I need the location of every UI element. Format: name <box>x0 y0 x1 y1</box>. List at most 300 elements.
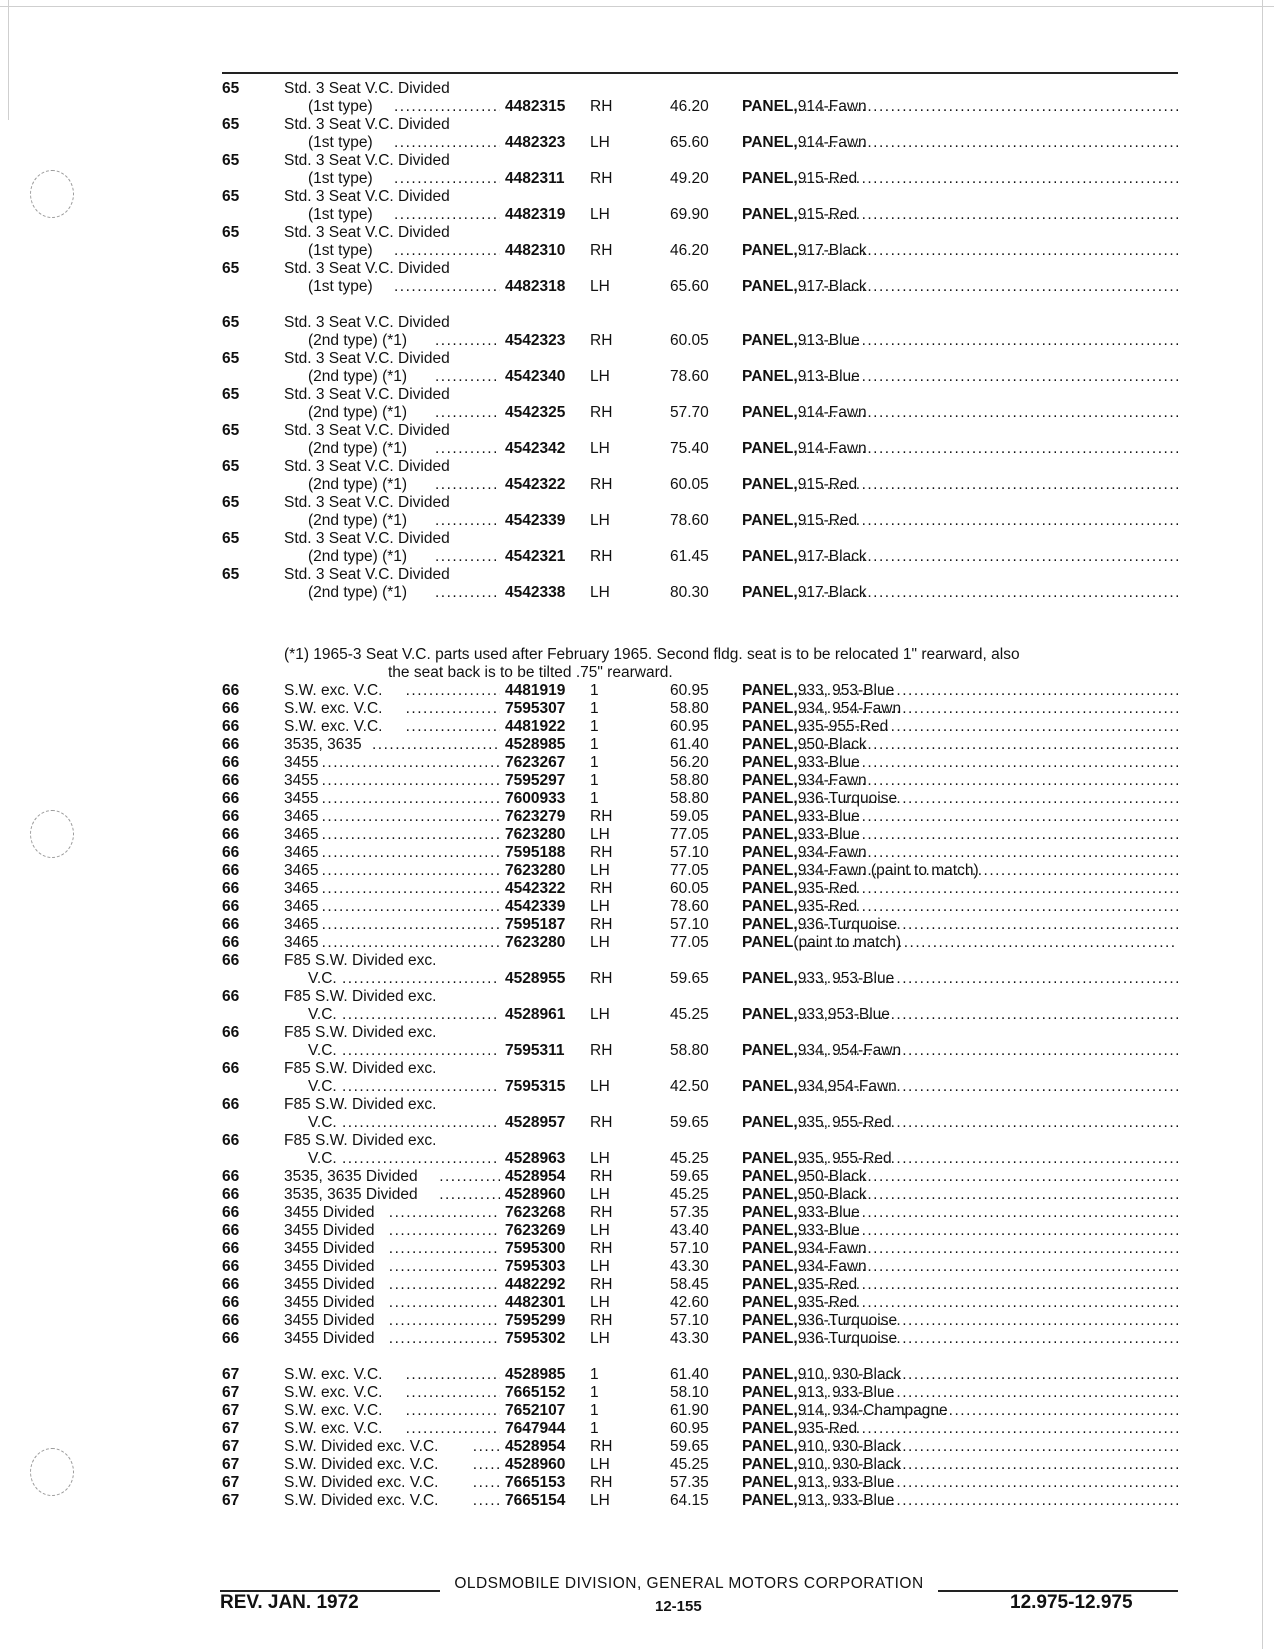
part-description-continued: (2nd type) (*1) <box>308 368 408 385</box>
part-row <box>222 368 1178 386</box>
part-name <box>742 1168 1178 1186</box>
part-color-code: (paint to match) <box>793 934 902 951</box>
part-description: S.W. Divided exc. V.C. <box>284 1456 439 1473</box>
part-name <box>742 1474 1178 1492</box>
leader-dots <box>372 736 500 754</box>
figure-number: 65 <box>222 314 240 331</box>
part-color-code: 910, 930-Black <box>797 1456 902 1473</box>
part-number: 4542325 <box>505 404 566 421</box>
price: 58.45 <box>670 1276 709 1293</box>
leader-dots <box>798 844 1178 862</box>
leader-dots <box>322 826 500 844</box>
figure-number: 66 <box>222 826 240 843</box>
quantity-or-side: RH <box>590 970 613 987</box>
part-number: 4481919 <box>505 682 566 699</box>
leader-dots <box>798 242 1178 260</box>
leader-dots <box>798 1042 1178 1060</box>
quantity-or-side: RH <box>590 880 613 897</box>
part-description: Std. 3 Seat V.C. Divided <box>284 314 450 331</box>
part-row <box>222 512 1178 530</box>
leader-dots <box>798 1240 1178 1258</box>
part-name-label: PANEL, <box>742 790 798 807</box>
quantity-or-side: LH <box>590 206 610 223</box>
part-description: Std. 3 Seat V.C. Divided <box>284 152 450 169</box>
part-row <box>222 1006 1178 1024</box>
part-number: 7623267 <box>505 754 566 771</box>
part-row <box>222 718 1178 736</box>
part-row <box>222 700 1178 718</box>
part-description: 3455 <box>284 754 319 771</box>
part-name <box>742 1258 1178 1276</box>
part-row <box>222 754 1178 772</box>
part-description-continued: V.C. <box>308 1006 337 1023</box>
leader-dots <box>798 682 1178 700</box>
leader-dots <box>406 682 500 700</box>
price: 80.30 <box>670 584 709 601</box>
part-color-code: 950-Black <box>797 1186 867 1203</box>
part-number: 7623280 <box>505 934 566 951</box>
part-description: S.W. exc. V.C. <box>284 1402 383 1419</box>
part-row <box>222 584 1178 602</box>
part-color-code: 933, 953-Blue <box>797 970 895 987</box>
part-row <box>222 1312 1178 1330</box>
price: 60.95 <box>670 682 709 699</box>
part-name <box>742 242 1178 260</box>
part-name-label: PANEL, <box>742 916 798 933</box>
punch-hole-bottom <box>30 1448 74 1496</box>
part-color-code: 934, 954-Fawn <box>797 700 902 717</box>
figure-number: 65 <box>222 386 240 403</box>
part-row <box>222 862 1178 880</box>
part-name-label: PANEL, <box>742 170 798 187</box>
part-row <box>222 566 1178 584</box>
part-description: S.W. Divided exc. V.C. <box>284 1474 439 1491</box>
part-name-label: PANEL, <box>742 1384 798 1401</box>
price: 58.80 <box>670 1042 709 1059</box>
quantity-or-side: RH <box>590 1240 613 1257</box>
part-color-code: 913, 933-Blue <box>797 1384 895 1401</box>
leader-dots <box>322 754 500 772</box>
figure-number: 67 <box>222 1402 240 1419</box>
punch-hole-top <box>30 170 74 218</box>
price: 59.05 <box>670 808 709 825</box>
page-right-edge <box>1262 0 1263 1649</box>
figure-number: 66 <box>222 772 240 789</box>
part-description: Std. 3 Seat V.C. Divided <box>284 566 450 583</box>
price: 60.05 <box>670 476 709 493</box>
part-name <box>742 584 1178 602</box>
part-color-code: 934-Fawn <box>797 1258 867 1275</box>
part-row <box>222 260 1178 278</box>
part-number: 4542322 <box>505 880 566 897</box>
quantity-or-side: LH <box>590 134 610 151</box>
part-description: 3455 Divided <box>284 1240 375 1257</box>
leader-dots <box>322 898 500 916</box>
leader-dots <box>798 1078 1178 1096</box>
leader-dots <box>798 1222 1178 1240</box>
part-name <box>742 934 1178 952</box>
part-description: F85 S.W. Divided exc. <box>284 1060 437 1077</box>
part-color-code: 934,954-Fawn <box>797 1078 897 1095</box>
part-row <box>222 188 1178 206</box>
part-description: 3455 Divided <box>284 1222 375 1239</box>
quantity-or-side: LH <box>590 934 610 951</box>
part-row <box>222 952 1178 970</box>
quantity-or-side: LH <box>590 1006 610 1023</box>
part-name <box>742 1492 1178 1510</box>
part-row <box>222 116 1178 134</box>
part-name-label: PANEL, <box>742 1258 798 1275</box>
part-description: 3465 <box>284 808 319 825</box>
part-number: 7595303 <box>505 1258 566 1275</box>
leader-dots <box>342 970 500 988</box>
figure-number: 66 <box>222 1186 240 1203</box>
part-number: 4482318 <box>505 278 566 295</box>
part-name <box>742 1222 1178 1240</box>
part-name <box>742 1042 1178 1060</box>
part-description: 3465 <box>284 862 319 879</box>
part-color-code: 935-Red <box>797 880 858 897</box>
leader-dots <box>798 790 1178 808</box>
part-row <box>222 1150 1178 1168</box>
part-number: 7623268 <box>505 1204 566 1221</box>
quantity-or-side: RH <box>590 1312 613 1329</box>
part-description-continued: (2nd type) (*1) <box>308 548 408 565</box>
price: 61.40 <box>670 1366 709 1383</box>
price: 42.60 <box>670 1294 709 1311</box>
part-name <box>742 206 1178 224</box>
part-name-label: PANEL, <box>742 1492 798 1509</box>
figure-number: 66 <box>222 718 240 735</box>
quantity-or-side: RH <box>590 1042 613 1059</box>
figure-number: 67 <box>222 1474 240 1491</box>
price: 78.60 <box>670 898 709 915</box>
part-name <box>742 790 1178 808</box>
part-row <box>222 1402 1178 1420</box>
part-description: F85 S.W. Divided exc. <box>284 1024 437 1041</box>
leader-dots <box>322 934 500 952</box>
figure-number: 67 <box>222 1384 240 1401</box>
price: 57.70 <box>670 404 709 421</box>
part-row <box>222 1114 1178 1132</box>
part-color-code: 933-Blue <box>797 1204 860 1221</box>
part-description: S.W. exc. V.C. <box>284 718 383 735</box>
part-name <box>742 1114 1178 1132</box>
part-row <box>222 1060 1178 1078</box>
part-color-code: 936-Turquoise <box>797 1330 898 1347</box>
leader-dots <box>798 1438 1178 1456</box>
leader-dots <box>439 1186 500 1204</box>
leader-dots <box>798 1492 1178 1510</box>
part-number: 7665153 <box>505 1474 566 1491</box>
part-row <box>222 332 1178 350</box>
quantity-or-side: 1 <box>590 772 599 789</box>
leader-dots <box>798 1330 1178 1348</box>
leader-dots <box>798 440 1178 458</box>
price: 60.05 <box>670 332 709 349</box>
leader-dots <box>798 548 1178 566</box>
part-name-label: PANEL, <box>742 700 798 717</box>
part-name-label: PANEL, <box>742 476 798 493</box>
part-name <box>742 880 1178 898</box>
leader-dots <box>435 332 500 350</box>
leader-dots <box>322 916 500 934</box>
part-description: 3465 <box>284 880 319 897</box>
part-row <box>222 1384 1178 1402</box>
part-name-label: PANEL, <box>742 826 798 843</box>
part-number: 4542322 <box>505 476 566 493</box>
part-name-label: PANEL, <box>742 898 798 915</box>
leader-dots <box>798 736 1178 754</box>
leader-dots <box>389 1258 500 1276</box>
leader-dots <box>798 584 1178 602</box>
quantity-or-side: 1 <box>590 1420 599 1437</box>
quantity-or-side: RH <box>590 170 613 187</box>
part-name <box>742 862 1178 880</box>
part-number: 7665154 <box>505 1492 566 1509</box>
part-row <box>222 494 1178 512</box>
quantity-or-side: LH <box>590 1456 610 1473</box>
part-row <box>222 790 1178 808</box>
leader-dots <box>798 1384 1178 1402</box>
part-description: 3455 Divided <box>284 1312 375 1329</box>
leader-dots <box>798 1186 1178 1204</box>
part-color-code: 936-Turquoise <box>797 916 898 933</box>
part-row <box>222 206 1178 224</box>
leader-dots <box>389 1312 500 1330</box>
part-name <box>742 1366 1178 1384</box>
part-number: 4528954 <box>505 1168 566 1185</box>
part-color-code: 935, 955-Red <box>797 1114 892 1131</box>
part-name-label: PANEL, <box>742 772 798 789</box>
part-name <box>742 1438 1178 1456</box>
figure-number: 66 <box>222 1204 240 1221</box>
leader-dots <box>394 98 500 116</box>
price: 57.10 <box>670 1312 709 1329</box>
quantity-or-side: RH <box>590 844 613 861</box>
leader-dots <box>798 1276 1178 1294</box>
leader-dots <box>322 772 500 790</box>
part-row <box>222 772 1178 790</box>
part-number: 4482319 <box>505 206 566 223</box>
part-row <box>222 1204 1178 1222</box>
price: 57.10 <box>670 844 709 861</box>
price: 78.60 <box>670 368 709 385</box>
quantity-or-side: LH <box>590 1222 610 1239</box>
price: 45.25 <box>670 1006 709 1023</box>
part-row <box>222 386 1178 404</box>
price: 43.30 <box>670 1330 709 1347</box>
part-number: 4482310 <box>505 242 566 259</box>
part-description: S.W. Divided exc. V.C. <box>284 1438 439 1455</box>
part-description: 3455 Divided <box>284 1330 375 1347</box>
part-color-code: 915-Red <box>797 476 858 493</box>
leader-dots <box>322 880 500 898</box>
part-color-code: 933-Blue <box>797 754 860 771</box>
leader-dots <box>798 880 1178 898</box>
price: 75.40 <box>670 440 709 457</box>
part-number: 4528961 <box>505 1006 566 1023</box>
part-name-label: PANEL, <box>742 1330 798 1347</box>
part-row <box>222 898 1178 916</box>
part-number: 4542338 <box>505 584 566 601</box>
leader-dots <box>389 1222 500 1240</box>
part-description: Std. 3 Seat V.C. Divided <box>284 260 450 277</box>
quantity-or-side: RH <box>590 808 613 825</box>
part-color-code: 915-Red <box>797 170 858 187</box>
figure-number: 65 <box>222 80 240 97</box>
quantity-or-side: LH <box>590 278 610 295</box>
part-number: 4482292 <box>505 1276 566 1293</box>
part-description-continued: V.C. <box>308 1042 337 1059</box>
leader-dots <box>435 548 500 566</box>
leader-dots <box>406 718 500 736</box>
figure-number: 66 <box>222 880 240 897</box>
figure-number: 67 <box>222 1366 240 1383</box>
part-row <box>222 314 1178 332</box>
leader-dots <box>473 1456 500 1474</box>
part-name <box>742 1240 1178 1258</box>
figure-number: 66 <box>222 1330 240 1347</box>
figure-number: 65 <box>222 188 240 205</box>
part-name-label: PANEL, <box>742 1312 798 1329</box>
part-name <box>742 404 1178 422</box>
part-name-label: PANEL, <box>742 1006 798 1023</box>
leader-dots <box>798 1204 1178 1222</box>
part-number: 4528985 <box>505 736 566 753</box>
leader-dots <box>439 1168 500 1186</box>
leader-dots <box>798 754 1178 772</box>
part-name <box>742 1294 1178 1312</box>
part-row <box>222 1240 1178 1258</box>
leader-dots <box>798 368 1178 386</box>
part-color-code: 915-Red <box>797 512 858 529</box>
part-number: 7647944 <box>505 1420 566 1437</box>
part-row <box>222 970 1178 988</box>
part-number: 7595307 <box>505 700 566 717</box>
part-number: 4481922 <box>505 718 566 735</box>
part-name-label: PANEL, <box>742 242 798 259</box>
part-name-label: PANEL, <box>742 844 798 861</box>
figure-number: 66 <box>222 1258 240 1275</box>
page-left-edge <box>8 0 9 120</box>
part-description: Std. 3 Seat V.C. Divided <box>284 350 450 367</box>
price: 58.80 <box>670 700 709 717</box>
leader-dots <box>406 1366 500 1384</box>
part-description: S.W. exc. V.C. <box>284 682 383 699</box>
leader-dots <box>435 476 500 494</box>
part-name-label: PANEL, <box>742 548 798 565</box>
part-description-continued: (1st type) <box>308 170 373 187</box>
quantity-or-side: RH <box>590 916 613 933</box>
part-name <box>742 1330 1178 1348</box>
price: 58.10 <box>670 1384 709 1401</box>
part-name <box>742 278 1178 296</box>
part-number: 4528985 <box>505 1366 566 1383</box>
leader-dots <box>406 1420 500 1438</box>
price: 56.20 <box>670 754 709 771</box>
part-description-continued: V.C. <box>308 1150 337 1167</box>
leader-dots <box>406 1384 500 1402</box>
part-description: 3535, 3635 <box>284 736 362 753</box>
leader-dots <box>394 242 500 260</box>
part-row <box>222 988 1178 1006</box>
part-description: 3465 <box>284 934 319 951</box>
leader-dots <box>798 772 1178 790</box>
figure-number: 65 <box>222 224 240 241</box>
part-description-continued: V.C. <box>308 970 337 987</box>
part-name <box>742 1456 1178 1474</box>
part-row <box>222 1258 1178 1276</box>
part-name <box>742 808 1178 826</box>
part-name-label: PANEL, <box>742 1456 798 1473</box>
part-color-code: 950-Black <box>797 736 867 753</box>
part-name <box>742 1186 1178 1204</box>
quantity-or-side: LH <box>590 368 610 385</box>
part-color-code: 935-Red <box>797 1294 858 1311</box>
figure-number: 65 <box>222 530 240 547</box>
quantity-or-side: LH <box>590 1294 610 1311</box>
part-row <box>222 1096 1178 1114</box>
part-color-code: 917-Black <box>797 548 867 565</box>
leader-dots <box>798 1168 1178 1186</box>
leader-dots <box>798 134 1178 152</box>
part-row <box>222 548 1178 566</box>
leader-dots <box>798 278 1178 296</box>
page-top-edge <box>0 6 1274 7</box>
part-description-continued: (2nd type) (*1) <box>308 332 408 349</box>
figure-number: 65 <box>222 116 240 133</box>
part-color-code: 933,953-Blue <box>797 1006 890 1023</box>
leader-dots <box>798 1474 1178 1492</box>
part-row <box>222 422 1178 440</box>
quantity-or-side: RH <box>590 1276 613 1293</box>
figure-number: 66 <box>222 736 240 753</box>
price: 59.65 <box>670 1114 709 1131</box>
part-number: 4482311 <box>505 170 565 187</box>
part-name-label: PANEL, <box>742 1186 798 1203</box>
quantity-or-side: LH <box>590 1186 610 1203</box>
part-name-label: PANEL, <box>742 862 798 879</box>
part-number: 4528960 <box>505 1186 566 1203</box>
part-number: 7665152 <box>505 1384 566 1401</box>
leader-dots <box>798 1312 1178 1330</box>
price: 65.60 <box>670 134 709 151</box>
part-row <box>222 1492 1178 1510</box>
part-description-continued: (1st type) <box>308 206 373 223</box>
part-row <box>222 1420 1178 1438</box>
price: 58.80 <box>670 772 709 789</box>
quantity-or-side: 1 <box>590 718 599 735</box>
part-name <box>742 476 1178 494</box>
part-row <box>222 1294 1178 1312</box>
quantity-or-side: LH <box>590 862 610 879</box>
quantity-or-side: RH <box>590 404 613 421</box>
footer-revision: REV. JAN. 1972 <box>220 1592 359 1613</box>
part-number: 7623269 <box>505 1222 566 1239</box>
leader-dots <box>435 440 500 458</box>
part-description: 3465 <box>284 916 319 933</box>
quantity-or-side: 1 <box>590 1366 599 1383</box>
part-name <box>742 826 1178 844</box>
part-description: 3465 <box>284 826 319 843</box>
part-description: F85 S.W. Divided exc. <box>284 1132 437 1149</box>
part-name <box>742 1312 1178 1330</box>
leader-dots <box>342 1114 500 1132</box>
price: 43.40 <box>670 1222 709 1239</box>
part-color-code: 914, 934-Champagne <box>797 1402 948 1419</box>
part-color-code: 914-Fawn <box>797 98 867 115</box>
